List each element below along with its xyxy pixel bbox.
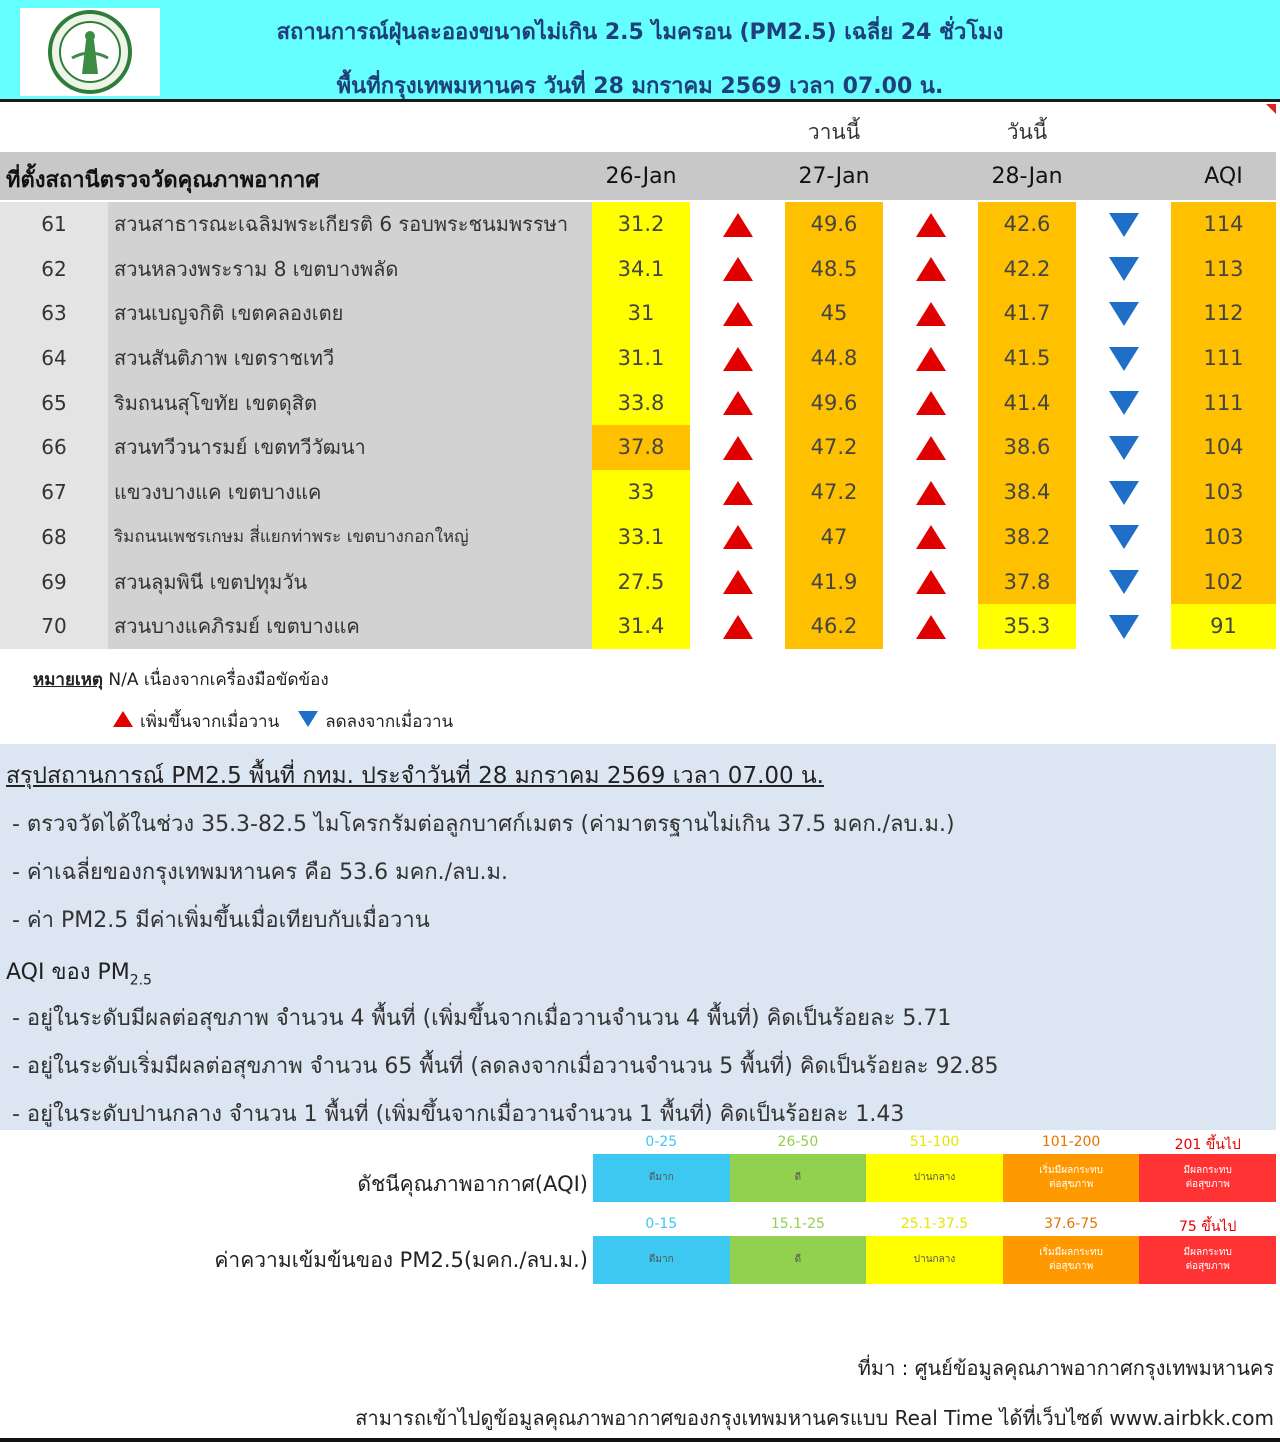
header-station: ที่ตั้งสถานีตรวจวัดคุณภาพอากาศ xyxy=(6,168,320,193)
report-header xyxy=(0,0,1280,102)
aqi-value: 114 xyxy=(1171,202,1276,247)
down-arrow-icon xyxy=(1076,381,1172,426)
scale-band-text: ต่อสุขภาพ xyxy=(1185,1179,1230,1190)
station-name: ริมถนนสุโขทัย เขตดุสิต xyxy=(108,381,592,426)
table-row xyxy=(0,291,1276,336)
down-arrow-icon xyxy=(1076,202,1172,247)
legend-up-text: เพิ่มขึ้นจากเมื่อวาน xyxy=(140,712,280,732)
station-table xyxy=(0,202,1276,649)
up-arrow-icon xyxy=(690,381,786,426)
scale-range-label: 15.1-25 xyxy=(770,1216,825,1232)
up-arrow-icon xyxy=(883,515,979,560)
summary-line-2: - ค่าเฉลี่ยของกรุงเทพมหานคร คือ 53.6 มคก./ลบ.ม. xyxy=(12,860,508,885)
pm-scale-label: ค่าความเข้มข้นของ PM2.5(มคก./ลบ.ม.) xyxy=(214,1248,588,1272)
pm25-value: 33 xyxy=(592,470,690,515)
scale-range-label: 201 ขึ้นไป xyxy=(1174,1137,1241,1153)
station-name: ริมถนนเพชรเกษม สี่แยกท่าพระ เขตบางกอกใหญ่ xyxy=(108,515,592,560)
scale-band-text: ปานกลาง xyxy=(913,1254,956,1265)
scale-band-text: มีผลกระทบ xyxy=(1183,1165,1232,1176)
pm25-value: 31.2 xyxy=(592,202,690,247)
summary-line-3: - ค่า PM2.5 มีค่าเพิ่มขึ้นเมื่อเทียบกับเมื่อวาน xyxy=(12,908,430,933)
pm25-value: 41.9 xyxy=(785,560,883,605)
report-title: สถานการณ์ฝุ่นละอองขนาดไม่เกิน 2.5 ไมครอน (PM2.5) เฉลี่ย 24 ชั่วโมง xyxy=(276,20,1004,45)
station-number: 62 xyxy=(0,247,108,292)
up-arrow-icon xyxy=(883,560,979,605)
scale-band-text: เริ่มมีผลกระทบ xyxy=(1039,1165,1103,1176)
scale-band-text: มีผลกระทบ xyxy=(1183,1247,1232,1258)
scale-band-text: ดีมาก xyxy=(648,1254,674,1265)
up-arrow-icon xyxy=(883,425,979,470)
station-number: 69 xyxy=(0,560,108,605)
aqi-line-3: - อยู่ในระดับปานกลาง จำนวน 1 พื้นที่ (เพิ่มขึ้นจากเมื่อวานจำนวน 1 พื้นที่) คิดเป็นร้อยละ 1.43 xyxy=(12,1102,905,1127)
pm25-value: 31.1 xyxy=(592,336,690,381)
header-aqi: AQI xyxy=(1204,164,1243,189)
station-number: 68 xyxy=(0,515,108,560)
pm25-value: 27.5 xyxy=(592,560,690,605)
down-arrow-icon xyxy=(297,710,319,733)
up-arrow-icon xyxy=(883,202,979,247)
pm25-value: 35.3 xyxy=(978,604,1076,649)
aqi-value: 113 xyxy=(1171,247,1276,292)
summary-panel xyxy=(0,744,1276,1130)
pm25-value: 49.6 xyxy=(785,381,883,426)
scale-band xyxy=(593,1236,730,1284)
aqi-value: 102 xyxy=(1171,560,1276,605)
down-arrow-icon xyxy=(1076,515,1172,560)
up-arrow-icon xyxy=(883,381,979,426)
up-arrow-icon xyxy=(883,470,979,515)
station-number: 70 xyxy=(0,604,108,649)
summary-title: สรุปสถานการณ์ PM2.5 พื้นที่ กทม. ประจำวันที่ 28 มกราคม 2569 เวลา 07.00 น. xyxy=(6,763,824,789)
corner-marker xyxy=(1266,104,1276,114)
scale-band xyxy=(1003,1154,1140,1202)
note xyxy=(33,666,329,693)
up-arrow-icon xyxy=(883,336,979,381)
pm25-value: 33.8 xyxy=(592,381,690,426)
note-text: N/A เนื่องจากเครื่องมือขัดข้อง xyxy=(108,670,329,690)
aqi-section-title xyxy=(6,954,152,989)
up-arrow-icon xyxy=(690,515,786,560)
scale-band xyxy=(1003,1236,1140,1284)
up-arrow-icon xyxy=(690,291,786,336)
scale-band xyxy=(1139,1236,1276,1284)
down-arrow-icon xyxy=(1076,247,1172,292)
up-arrow-icon xyxy=(690,336,786,381)
up-arrow-icon xyxy=(112,710,134,733)
table-row xyxy=(0,515,1276,560)
scale-range-label: 0-15 xyxy=(645,1216,678,1232)
aqi-value: 104 xyxy=(1171,425,1276,470)
table-row xyxy=(0,425,1276,470)
aqi-title-subscript: 2.5 xyxy=(129,972,152,989)
pm25-value: 42.2 xyxy=(978,247,1076,292)
aqi-scale-label: ดัชนีคุณภาพอากาศ(AQI) xyxy=(357,1172,588,1196)
aqi-line-1: - อยู่ในระดับมีผลต่อสุขภาพ จำนวน 4 พื้นที่ (เพิ่มขึ้นจากเมื่อวานจำนวน 4 พื้นที่) คิดเป็นร้อยละ 5.71 xyxy=(12,1006,952,1031)
aqi-value: 103 xyxy=(1171,515,1276,560)
pm25-value: 37.8 xyxy=(592,425,690,470)
pm25-value: 47 xyxy=(785,515,883,560)
scale-band-text: เริ่มมีผลกระทบ xyxy=(1039,1247,1103,1258)
down-arrow-icon xyxy=(1076,470,1172,515)
pm25-value: 48.5 xyxy=(785,247,883,292)
aqi-value: 112 xyxy=(1171,291,1276,336)
scale-band-text: ต่อสุขภาพ xyxy=(1048,1179,1094,1190)
pm25-value: 46.2 xyxy=(785,604,883,649)
station-name: สวนทวีวนารมย์ เขตทวีวัฒนา xyxy=(108,425,592,470)
up-arrow-icon xyxy=(690,604,786,649)
report-subtitle: พื้นที่กรุงเทพมหานคร วันที่ 28 มกราคม 2569 เวลา 07.00 น. xyxy=(336,74,944,99)
up-arrow-icon xyxy=(690,202,786,247)
scale-band xyxy=(866,1236,1003,1284)
pm25-value: 31 xyxy=(592,291,690,336)
table-row xyxy=(0,381,1276,426)
table-row xyxy=(0,202,1276,247)
pm25-value: 31.4 xyxy=(592,604,690,649)
note-label: หมายเหตุ xyxy=(33,670,103,690)
up-arrow-icon xyxy=(883,247,979,292)
scale-band-text: ดี xyxy=(794,1172,802,1183)
table-row xyxy=(0,470,1276,515)
pm25-value: 33.1 xyxy=(592,515,690,560)
pm25-value: 41.7 xyxy=(978,291,1076,336)
bottom-border xyxy=(0,1438,1280,1442)
table-header xyxy=(0,152,1276,200)
pm25-value: 38.4 xyxy=(978,470,1076,515)
down-arrow-icon xyxy=(1076,291,1172,336)
scale-band xyxy=(730,1154,867,1202)
station-name: สวนสาธารณะเฉลิมพระเกียรติ 6 รอบพระชนมพรรษา xyxy=(108,202,592,247)
pm25-value: 47.2 xyxy=(785,425,883,470)
aqi-title-text: AQI ของ PM xyxy=(6,960,130,985)
bma-logo xyxy=(20,8,160,96)
scale-band xyxy=(730,1236,867,1284)
station-number: 63 xyxy=(0,291,108,336)
scale-range-label: 25.1-37.5 xyxy=(900,1216,969,1232)
station-name: สวนหลวงพระราม 8 เขตบางพลัด xyxy=(108,247,592,292)
pm25-value: 34.1 xyxy=(592,247,690,292)
website-note: สามารถเข้าไปดูข้อมูลคุณภาพอากาศของกรุงเทพมหานครแบบ Real Time ได้ที่เว็บไซต์ www.airbkk.com xyxy=(355,1406,1274,1430)
legend-down-text: ลดลงจากเมื่อวาน xyxy=(325,712,454,732)
pm25-value: 49.6 xyxy=(785,202,883,247)
station-number: 67 xyxy=(0,470,108,515)
scale-band xyxy=(593,1154,730,1202)
caption-yesterday: วานนี้ xyxy=(807,120,861,144)
bma-seal-icon xyxy=(42,10,138,94)
table-row xyxy=(0,336,1276,381)
table-row xyxy=(0,247,1276,292)
table-row xyxy=(0,604,1276,649)
up-arrow-icon xyxy=(883,291,979,336)
pm25-value: 41.5 xyxy=(978,336,1076,381)
scale-range-label: 0-25 xyxy=(645,1134,678,1150)
station-name: สวนลุมพินี เขตปทุมวัน xyxy=(108,560,592,605)
scale-range-label: 101-200 xyxy=(1041,1134,1101,1150)
pm25-value: 42.6 xyxy=(978,202,1076,247)
station-number: 65 xyxy=(0,381,108,426)
scale-range-label: 37.6-75 xyxy=(1044,1216,1099,1232)
scale-band-text: ต่อสุขภาพ xyxy=(1185,1261,1230,1272)
station-name: แขวงบางแค เขตบางแค xyxy=(108,470,592,515)
header-date-3: 28-Jan xyxy=(991,164,1063,189)
station-name: สวนเบญจกิติ เขตคลองเตย xyxy=(108,291,592,336)
pm25-value: 38.6 xyxy=(978,425,1076,470)
scale-range-label: 75 ขึ้นไป xyxy=(1179,1219,1237,1235)
summary-line-1: - ตรวจวัดได้ในช่วง 35.3-82.5 ไมโครกรัมต่อลูกบาศก์เมตร (ค่ามาตรฐานไม่เกิน 37.5 มคก./ลบ.ม.) xyxy=(12,812,955,837)
station-number: 64 xyxy=(0,336,108,381)
down-arrow-icon xyxy=(1076,425,1172,470)
pm25-value: 45 xyxy=(785,291,883,336)
aqi-value: 91 xyxy=(1171,604,1276,649)
scale-band-text: ดี xyxy=(794,1254,802,1265)
caption-today: วันนี้ xyxy=(1006,120,1048,144)
up-arrow-icon xyxy=(690,425,786,470)
pm25-value: 41.4 xyxy=(978,381,1076,426)
pm25-value: 38.2 xyxy=(978,515,1076,560)
station-name: สวนสันติภาพ เขตราชเทวี xyxy=(108,336,592,381)
scale-band-text: ต่อสุขภาพ xyxy=(1048,1261,1094,1272)
scale-band xyxy=(866,1154,1003,1202)
aqi-line-2: - อยู่ในระดับเริ่มมีผลต่อสุขภาพ จำนวน 65 พื้นที่ (ลดลงจากเมื่อวานจำนวน 5 พื้นที่) คิดเป็นร้อยละ 92.85 xyxy=(12,1054,999,1079)
scale-range-label: 26-50 xyxy=(777,1134,819,1150)
scale-range-label: 51-100 xyxy=(909,1134,960,1150)
table-row xyxy=(0,560,1276,605)
header-date-1: 26-Jan xyxy=(605,164,677,189)
scale-band-text: ปานกลาง xyxy=(913,1172,956,1183)
scale-band-text: ดีมาก xyxy=(648,1172,674,1183)
up-arrow-icon xyxy=(690,560,786,605)
aqi-value: 111 xyxy=(1171,336,1276,381)
data-source: ที่มา : ศูนย์ข้อมูลคุณภาพอากาศกรุงเทพมหานคร xyxy=(857,1356,1274,1380)
up-arrow-icon xyxy=(690,470,786,515)
scale-band xyxy=(1139,1154,1276,1202)
down-arrow-icon xyxy=(1076,336,1172,381)
station-number: 61 xyxy=(0,202,108,247)
pm25-value: 37.8 xyxy=(978,560,1076,605)
up-arrow-icon xyxy=(690,247,786,292)
station-number: 66 xyxy=(0,425,108,470)
up-arrow-icon xyxy=(883,604,979,649)
aqi-value: 111 xyxy=(1171,381,1276,426)
aqi-value: 103 xyxy=(1171,470,1276,515)
down-arrow-icon xyxy=(1076,604,1172,649)
trend-legend xyxy=(112,708,459,735)
pm25-value: 47.2 xyxy=(785,470,883,515)
pm25-value: 44.8 xyxy=(785,336,883,381)
station-name: สวนบางแคภิรมย์ เขตบางแค xyxy=(108,604,592,649)
header-date-2: 27-Jan xyxy=(798,164,870,189)
down-arrow-icon xyxy=(1076,560,1172,605)
